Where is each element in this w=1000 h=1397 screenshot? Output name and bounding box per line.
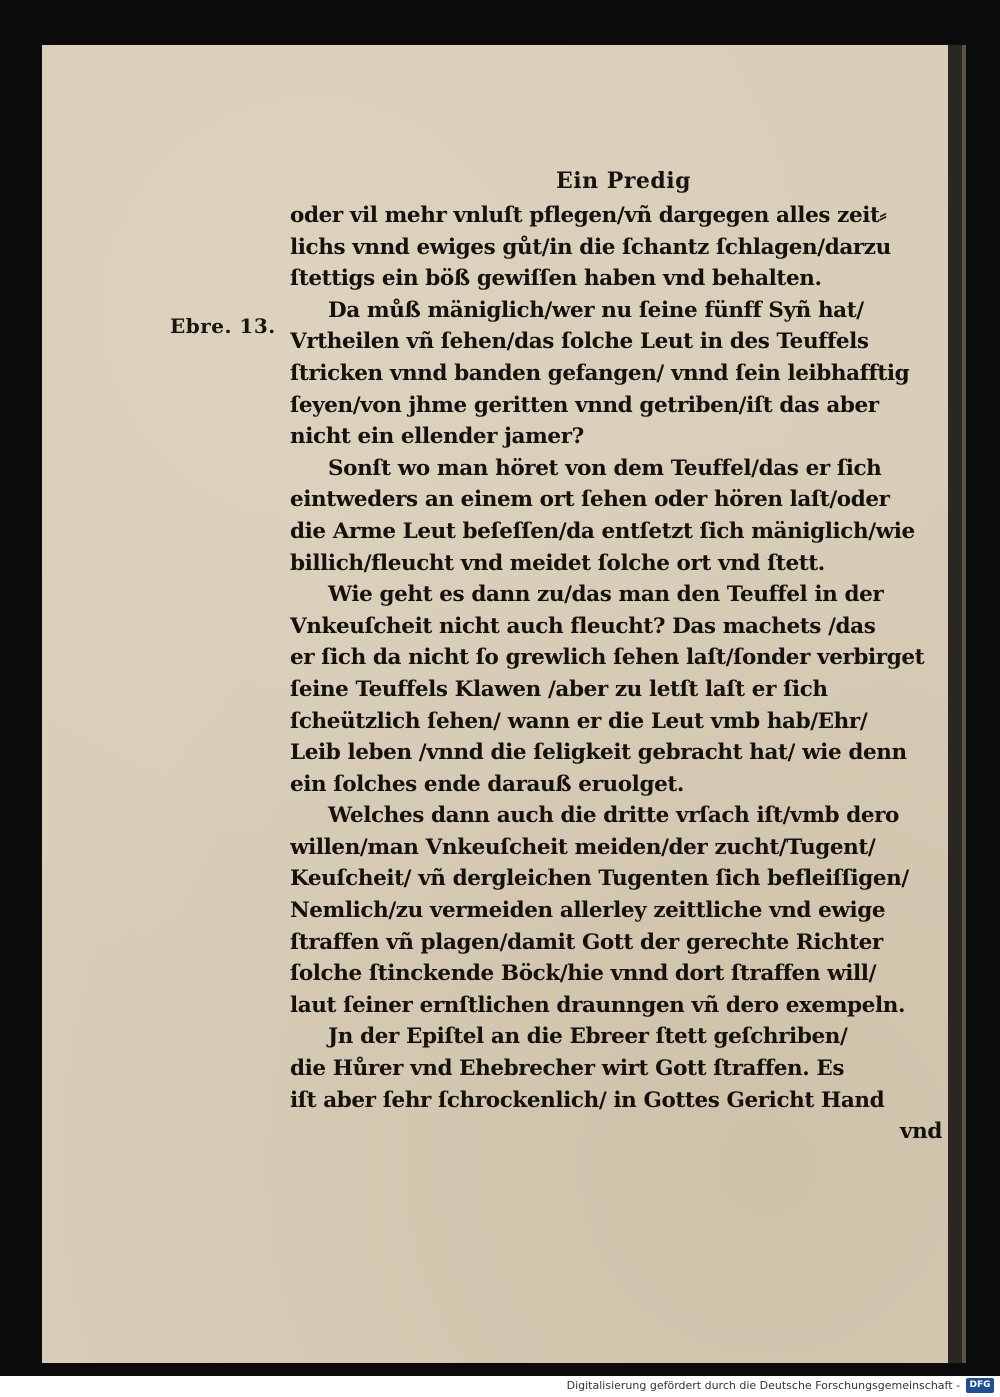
text-line: eintweders an einem ort ſehen oder hören laſt/oder [290,487,890,513]
running-head: Ein Predig [556,168,692,194]
funding-notice: Digitalisierung gefördert durch die Deutsche Forschungsgemeinschaft - [566,1379,960,1392]
text-line: Welches dann auch die dritte vrſach iſt/vmb dero [328,803,899,829]
dfg-logo: DFG [966,1378,994,1393]
footer-bar [0,1376,1000,1397]
text-line: Wie geht es dann zu/das man den Teuffel in der [328,582,884,608]
text-line: ein ſolches ende darauß eruolget. [290,771,684,797]
text-line: Sonſt wo man höret von dem Teuffel/das er ſich [328,455,882,481]
text-line: die Hůrer vnd Ehebrecher wirt Gott ſtraffen. Es [290,1056,845,1082]
text-line: ſcheützlich ſehen/ wann er die Leut vmb hab/Ehr/ [290,708,868,734]
text-line: laut ſeiner ernſtlichen draunngen vñ dero exempeln. [290,992,906,1018]
text-line: ſtricken vnnd banden gefangen/ vnnd ſein leibhafftig [290,360,910,386]
text-line: ſtraffen vñ plagen/damit Gott der gerechte Richter [290,929,883,955]
text-line: ſeine Teuffels Klawen /aber zu letſt laſt er ſich [290,676,828,702]
text-line: die Arme Leut beſeſſen/da entſetzt ſich mäniglich/wie [290,518,915,544]
text-line: Jn der Epiſtel an die Ebreer ſtett geſchriben/ [328,1024,848,1050]
page-edge [962,45,966,1363]
text-line: billich/fleucht vnd meidet ſolche ort vnd ſtett. [290,550,825,576]
text-line: Keuſcheit/ vñ dergleichen Tugenten ſich befleiſſigen/ [290,866,909,892]
text-line: lichs vnnd ewiges gůt/in die ſchantz ſchlagen/darzu [290,234,891,260]
text-line: Leib leben /vnnd die ſeligkeit gebracht hat/ wie denn [290,740,907,766]
text-line: nicht ein ellender jamer? [290,424,584,450]
text-line: oder vil mehr vnluſt pflegen/vñ dargegen alles zeit⸗ [290,203,887,228]
text-line: ſtettigs ein böß gewiſſen haben vnd behalten. [290,266,822,292]
text-line: iſt aber ſehr ſchrockenlich/ in Gottes Gericht Hand [290,1087,885,1113]
text-line: willen/man Vnkeuſcheit meiden/der zucht/Tugent/ [290,834,876,860]
text-line: Vnkeuſcheit nicht auch fleucht? Das machets /das [290,613,876,639]
text-line: Da můß mäniglich/wer nu ſeine fünff Syñ hat/ [328,297,864,323]
marginal-note: Ebre. 13. [170,314,276,338]
text-line: ſeyen/von jhme geritten vnnd getriben/iſt das aber [290,392,879,418]
text-line: ſolche ſtinckende Böck/hie vnnd dort ſtraffen will/ [290,961,877,987]
text-line: Nemlich/zu vermeiden allerley zeittliche vnd ewige [290,898,886,924]
text-line: er ſich da nicht ſo grewlich ſehen laſt/ſonder verbirget [290,645,925,671]
text-line: Vrtheilen vñ ſehen/das ſolche Leut in des Teuffels [290,329,869,355]
body-text [290,200,942,1148]
catchword: vnd [900,1119,942,1145]
